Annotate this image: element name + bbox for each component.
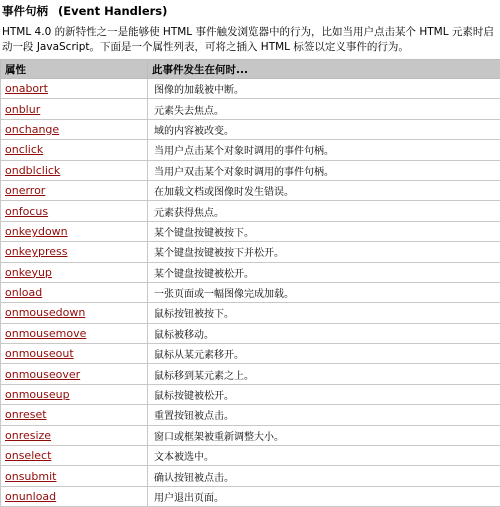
table-row <box>1 405 500 425</box>
event-handlers-table <box>0 59 500 507</box>
attribute-link-onchange[interactable]: onchange <box>5 123 59 136</box>
description-cell: 某个键盘按键被按下。 <box>148 221 500 241</box>
attribute-cell <box>1 344 148 364</box>
description-cell: 某个键盘按键被按下并松开。 <box>148 242 500 262</box>
table-row <box>1 425 500 445</box>
table-row <box>1 262 500 282</box>
description-cell: 域的内容被改变。 <box>148 119 500 139</box>
table-row <box>1 79 500 99</box>
description-cell: 在加载文档或图像时发生错误。 <box>148 180 500 200</box>
table-body <box>1 79 500 507</box>
attribute-cell <box>1 262 148 282</box>
description-cell: 重置按钮被点击。 <box>148 405 500 425</box>
table-row <box>1 201 500 221</box>
table-row <box>1 99 500 119</box>
table-row <box>1 486 500 506</box>
description-cell: 元素获得焦点。 <box>148 201 500 221</box>
description-cell: 图像的加载被中断。 <box>148 79 500 99</box>
attribute-cell <box>1 384 148 404</box>
attribute-link-onmousemove[interactable]: onmousemove <box>5 327 86 340</box>
description-cell: 当用户双击某个对象时调用的事件句柄。 <box>148 160 500 180</box>
description-cell: 鼠标按键被松开。 <box>148 384 500 404</box>
description-cell: 文本被选中。 <box>148 446 500 466</box>
description-cell: 一张页面或一幅图像完成加载。 <box>148 282 500 302</box>
table-row <box>1 140 500 160</box>
description-cell: 确认按钮被点击。 <box>148 466 500 486</box>
attribute-link-onmousedown[interactable]: onmousedown <box>5 306 85 319</box>
attribute-link-ondblclick[interactable]: ondblclick <box>5 164 60 177</box>
attribute-link-onkeydown[interactable]: onkeydown <box>5 225 68 238</box>
description-cell: 用户退出页面。 <box>148 486 500 506</box>
attribute-link-onreset[interactable]: onreset <box>5 408 47 421</box>
table-row <box>1 384 500 404</box>
attribute-cell <box>1 221 148 241</box>
heading-title-en: (Event Handlers) <box>58 4 167 18</box>
description-cell: 当用户点击某个对象时调用的事件句柄。 <box>148 140 500 160</box>
attribute-cell <box>1 405 148 425</box>
attribute-link-onclick[interactable]: onclick <box>5 143 43 156</box>
attribute-link-onselect[interactable]: onselect <box>5 449 51 462</box>
attribute-cell <box>1 99 148 119</box>
description-cell: 鼠标移到某元素之上。 <box>148 364 500 384</box>
attribute-link-onmouseout[interactable]: onmouseout <box>5 347 74 360</box>
table-row <box>1 119 500 139</box>
description-cell: 鼠标被移动。 <box>148 323 500 343</box>
attribute-link-onabort[interactable]: onabort <box>5 82 48 95</box>
column-header-attribute: 属性 <box>1 60 148 79</box>
attribute-link-onkeypress[interactable]: onkeypress <box>5 245 67 258</box>
attribute-cell <box>1 303 148 323</box>
attribute-cell <box>1 425 148 445</box>
attribute-cell <box>1 282 148 302</box>
table-row <box>1 303 500 323</box>
attribute-link-onresize[interactable]: onresize <box>5 429 51 442</box>
attribute-link-onerror[interactable]: onerror <box>5 184 45 197</box>
attribute-cell <box>1 486 148 506</box>
table-row <box>1 242 500 262</box>
attribute-cell <box>1 364 148 384</box>
section-heading <box>2 3 167 19</box>
attribute-cell <box>1 466 148 486</box>
attribute-cell <box>1 160 148 180</box>
attribute-cell <box>1 446 148 466</box>
table-row <box>1 446 500 466</box>
table-row <box>1 344 500 364</box>
table-header-row <box>1 60 500 79</box>
column-header-when: 此事件发生在何时... <box>148 60 500 79</box>
attribute-cell <box>1 201 148 221</box>
attribute-link-onkeyup[interactable]: onkeyup <box>5 266 52 279</box>
description-cell: 鼠标按钮被按下。 <box>148 303 500 323</box>
attribute-link-onmouseover[interactable]: onmouseover <box>5 368 80 381</box>
attribute-link-onunload[interactable]: onunload <box>5 490 56 503</box>
table-row <box>1 323 500 343</box>
table-row <box>1 364 500 384</box>
description-cell: 鼠标从某元素移开。 <box>148 344 500 364</box>
table-row <box>1 466 500 486</box>
attribute-cell <box>1 119 148 139</box>
table-row <box>1 160 500 180</box>
table-row <box>1 180 500 200</box>
description-cell: 元素失去焦点。 <box>148 99 500 119</box>
attribute-cell <box>1 242 148 262</box>
attribute-link-onsubmit[interactable]: onsubmit <box>5 470 56 483</box>
attribute-cell <box>1 140 148 160</box>
description-cell: 某个键盘按键被松开。 <box>148 262 500 282</box>
attribute-cell <box>1 323 148 343</box>
attribute-link-onload[interactable]: onload <box>5 286 42 299</box>
intro-paragraph: HTML 4.0 的新特性之一是能够使 HTML 事件触发浏览器中的行为，比如当用户点击某个 HTML 元素时启动一段 JavaScript。下面是一个属性列表，可将之插入 HTML 标签以定义事件的行为。 <box>2 25 500 55</box>
attribute-link-onfocus[interactable]: onfocus <box>5 205 48 218</box>
table-row <box>1 221 500 241</box>
attribute-link-onmouseup[interactable]: onmouseup <box>5 388 70 401</box>
attribute-cell <box>1 79 148 99</box>
table-row <box>1 282 500 302</box>
heading-title: 事件句柄 <box>2 4 48 18</box>
description-cell: 窗口或框架被重新调整大小。 <box>148 425 500 445</box>
attribute-cell <box>1 180 148 200</box>
attribute-link-onblur[interactable]: onblur <box>5 103 40 116</box>
